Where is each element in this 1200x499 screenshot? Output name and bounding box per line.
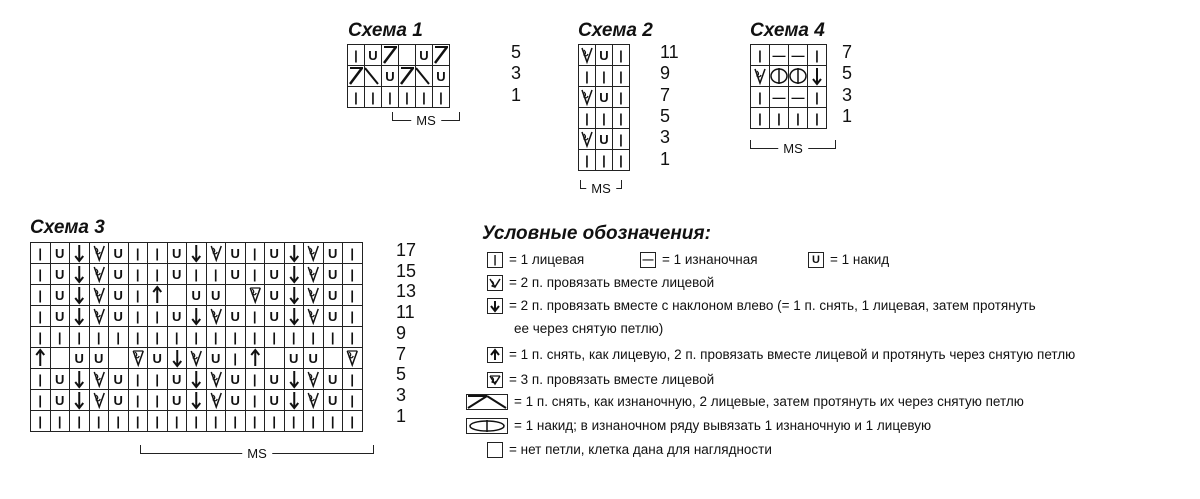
s3-chart-row bbox=[31, 306, 363, 327]
purl-symbol-icon: — bbox=[640, 252, 656, 268]
scheme-4-grid bbox=[750, 44, 827, 129]
knit-cell: | bbox=[128, 285, 148, 306]
decrease-left-cell bbox=[284, 306, 304, 327]
knit-cell: | bbox=[109, 327, 129, 348]
yarn-over-cell: U bbox=[323, 243, 343, 264]
k2tog-cell bbox=[206, 390, 226, 411]
knit-cell: | bbox=[579, 150, 596, 171]
knit-cell: | bbox=[343, 285, 363, 306]
cross-cell bbox=[399, 66, 416, 87]
knit-cell: | bbox=[187, 327, 207, 348]
legend-s1k2p bbox=[487, 347, 1075, 363]
knit-cell: | bbox=[148, 264, 168, 285]
knit-cell: | bbox=[596, 108, 613, 129]
s3-row-number: 15 bbox=[396, 260, 417, 281]
knit-cell: | bbox=[382, 87, 399, 108]
knit-cell: | bbox=[226, 327, 246, 348]
knit-cell: | bbox=[148, 369, 168, 390]
knit-cell: | bbox=[348, 87, 365, 108]
knit-cell: | bbox=[31, 411, 51, 432]
knit-cell: | bbox=[226, 411, 246, 432]
knit-cell: | bbox=[70, 327, 90, 348]
knit-cell: | bbox=[31, 264, 51, 285]
yarn-over-symbol-icon: U bbox=[808, 252, 824, 268]
k2tog-symbol-icon bbox=[487, 275, 503, 291]
k2tog-cell bbox=[579, 129, 596, 150]
yarn-over-cell: U bbox=[167, 264, 187, 285]
knit-cell: | bbox=[31, 285, 51, 306]
knit-cell: | bbox=[343, 411, 363, 432]
knit-cell: | bbox=[50, 327, 70, 348]
s3-row-number: 7 bbox=[396, 343, 407, 364]
yarn-over-cell: U bbox=[109, 285, 129, 306]
knit-cell: | bbox=[187, 411, 207, 432]
knit-cell: | bbox=[284, 411, 304, 432]
knit-cell: | bbox=[245, 390, 265, 411]
knit-cell: | bbox=[31, 390, 51, 411]
cross-cell bbox=[348, 66, 365, 87]
knit-cell: | bbox=[343, 327, 363, 348]
decrease-left-cell bbox=[284, 285, 304, 306]
yarn-over-cell: U bbox=[109, 264, 129, 285]
k3tog-cell bbox=[245, 285, 265, 306]
yarn-over-cell: U bbox=[382, 66, 399, 87]
k2tog-cell bbox=[304, 243, 324, 264]
scheme-1-repeat-bracket bbox=[392, 112, 460, 128]
knit-cell: | bbox=[187, 264, 207, 285]
cross-cell bbox=[365, 66, 382, 87]
k2tog-cell bbox=[579, 45, 596, 66]
yarn-over-cell: U bbox=[167, 390, 187, 411]
scheme-1-title: Схема 1 bbox=[348, 20, 423, 41]
s4-chart-row bbox=[751, 66, 827, 87]
s1-chart-row bbox=[348, 45, 450, 66]
decrease-left-cell bbox=[70, 285, 90, 306]
knit-cell: | bbox=[128, 327, 148, 348]
yarn-over-cell: U bbox=[226, 306, 246, 327]
knit-cell: | bbox=[128, 243, 148, 264]
knit-cell: | bbox=[399, 87, 416, 108]
k2tog-cell bbox=[304, 264, 324, 285]
yarn-over-cell: U bbox=[596, 87, 613, 108]
s3-row-number: 13 bbox=[396, 281, 417, 302]
decrease-left-cell bbox=[187, 243, 207, 264]
legend-cross-text: = 1 п. снять, как изнаночную, 2 лицевые, затем протянуть их через снятую петлю bbox=[514, 394, 1024, 410]
s1-chart-row bbox=[348, 87, 450, 108]
s3-row-number: 17 bbox=[396, 240, 417, 260]
k2tog-cell bbox=[579, 87, 596, 108]
s3-chart-row bbox=[31, 285, 363, 306]
legend-nostitch bbox=[487, 442, 772, 458]
knit-cell: | bbox=[613, 150, 630, 171]
yarn-over-cell: U bbox=[109, 369, 129, 390]
yarn-over-cell: U bbox=[433, 66, 450, 87]
knit-cell: | bbox=[596, 66, 613, 87]
yarn-over-cell: U bbox=[416, 45, 433, 66]
k2tog-cell bbox=[304, 390, 324, 411]
yarn-over-cell: U bbox=[323, 390, 343, 411]
scheme-1-repeat-label: MS bbox=[411, 113, 441, 128]
knit-cell: | bbox=[245, 243, 265, 264]
knit-cell: | bbox=[128, 411, 148, 432]
knit-cell: | bbox=[751, 45, 770, 66]
yarn-over-cell: U bbox=[148, 348, 168, 369]
yarn-over-cell: U bbox=[284, 348, 304, 369]
decrease-left-cell bbox=[808, 66, 827, 87]
legend-ssk-cont: ее через снятую петлю) bbox=[514, 321, 664, 336]
s4-row-number: 1 bbox=[842, 105, 853, 126]
empty-cell bbox=[226, 285, 246, 306]
k2tog-cell bbox=[89, 285, 109, 306]
yarn-over-cell: U bbox=[226, 264, 246, 285]
yarn-over-cell: U bbox=[226, 390, 246, 411]
s4-chart-row bbox=[751, 108, 827, 129]
s2-chart-row bbox=[579, 129, 630, 150]
decrease-left-cell bbox=[70, 264, 90, 285]
knit-cell: | bbox=[433, 87, 450, 108]
knit-cell: | bbox=[148, 243, 168, 264]
k2tog-cell bbox=[89, 243, 109, 264]
s2-chart-row bbox=[579, 87, 630, 108]
cross-symbol-icon bbox=[466, 394, 508, 410]
legend-k2tog-text: = 2 п. провязать вместе лицевой bbox=[509, 275, 715, 291]
knit-cell: | bbox=[245, 411, 265, 432]
knit-cell: | bbox=[323, 327, 343, 348]
knit-cell: | bbox=[343, 390, 363, 411]
empty-cell bbox=[265, 348, 285, 369]
yarn-over-cell: U bbox=[167, 306, 187, 327]
yarn-over-cell: U bbox=[109, 306, 129, 327]
k3tog-cell bbox=[343, 348, 363, 369]
knit-cell: | bbox=[808, 87, 827, 108]
yarn-over-cell: U bbox=[50, 243, 70, 264]
knit-cell: | bbox=[808, 45, 827, 66]
scheme-3-title: Схема 3 bbox=[30, 217, 105, 238]
knit-cell: | bbox=[613, 129, 630, 150]
empty-cell bbox=[167, 285, 187, 306]
decrease-left-cell bbox=[284, 369, 304, 390]
knit-cell: | bbox=[304, 411, 324, 432]
s2-chart-row bbox=[579, 150, 630, 171]
s3-chart-row bbox=[31, 243, 363, 264]
scheme-2-title: Схема 2 bbox=[578, 20, 653, 41]
central-decrease-cell bbox=[245, 348, 265, 369]
knit-cell: | bbox=[89, 411, 109, 432]
knit-cell: | bbox=[284, 327, 304, 348]
decrease-left-cell bbox=[70, 390, 90, 411]
yarn-over-cell: U bbox=[304, 348, 324, 369]
yarn-over-cell: U bbox=[167, 243, 187, 264]
knit-cell: | bbox=[613, 45, 630, 66]
yarn-over-cell: U bbox=[596, 45, 613, 66]
legend-knit-text: = 1 лицевая bbox=[509, 252, 585, 268]
decrease-left-cell bbox=[70, 369, 90, 390]
s1-row-number: 5 bbox=[511, 42, 522, 62]
k2tog-cell bbox=[304, 306, 324, 327]
yarn-over-cell: U bbox=[89, 348, 109, 369]
knit-cell: | bbox=[206, 264, 226, 285]
k2tog-cell bbox=[89, 369, 109, 390]
k2tog-cell bbox=[187, 348, 207, 369]
knit-cell: | bbox=[31, 243, 51, 264]
knit-cell: | bbox=[128, 390, 148, 411]
knit-cell: | bbox=[613, 87, 630, 108]
yarn-over-cell: U bbox=[265, 369, 285, 390]
knit-cell: | bbox=[343, 306, 363, 327]
legend-yo bbox=[808, 252, 889, 268]
s3-row-number: 5 bbox=[396, 364, 407, 385]
yarn-over-cell: U bbox=[265, 390, 285, 411]
knit-cell: | bbox=[128, 264, 148, 285]
empty-cell-icon bbox=[487, 442, 503, 458]
knit-cell: | bbox=[365, 87, 382, 108]
scheme-4-repeat-bracket bbox=[750, 140, 836, 156]
s3-row-number: 3 bbox=[396, 384, 407, 405]
yarn-over-cell: U bbox=[206, 348, 226, 369]
yarn-over-cell: U bbox=[265, 306, 285, 327]
scheme-4-title: Схема 4 bbox=[750, 20, 825, 41]
knit-cell: | bbox=[70, 411, 90, 432]
central-decrease-cell bbox=[148, 285, 168, 306]
knit-cell: | bbox=[579, 108, 596, 129]
knit-cell: | bbox=[808, 108, 827, 129]
knit-cell: | bbox=[751, 108, 770, 129]
legend-title: Условные обозначения: bbox=[482, 223, 711, 244]
k2tog-cell bbox=[304, 369, 324, 390]
legend-cross bbox=[466, 394, 1024, 410]
legend-s1k2p-text: = 1 п. снять, как лицевую, 2 п. провязать вместе лицевой и протянуть через снятую петлю bbox=[509, 347, 1076, 363]
knit-cell: | bbox=[613, 66, 630, 87]
yarn-over-cell: U bbox=[50, 306, 70, 327]
knit-cell: | bbox=[265, 327, 285, 348]
empty-cell bbox=[323, 348, 343, 369]
s2-row-number: 3 bbox=[660, 127, 671, 148]
decrease-left-cell bbox=[284, 243, 304, 264]
scheme-2-repeat-label: MS bbox=[586, 181, 616, 196]
k2tog-cell bbox=[206, 369, 226, 390]
yarn-over-cell: U bbox=[265, 264, 285, 285]
s4-row-number: 7 bbox=[842, 42, 853, 62]
yarn-over-cell: U bbox=[596, 129, 613, 150]
s2-chart-row bbox=[579, 108, 630, 129]
k3tog-symbol-icon bbox=[487, 372, 503, 388]
s4-row-number: 5 bbox=[842, 63, 853, 84]
knit-cell: | bbox=[226, 348, 246, 369]
s2-row-number: 5 bbox=[660, 105, 671, 126]
knit-cell: | bbox=[206, 411, 226, 432]
knit-cell: | bbox=[31, 369, 51, 390]
knit-cell: | bbox=[348, 45, 365, 66]
legend-knit bbox=[487, 252, 584, 268]
knit-symbol-icon: | bbox=[487, 252, 503, 268]
decrease-left-cell bbox=[187, 306, 207, 327]
s3-chart-row bbox=[31, 411, 363, 432]
empty-cell bbox=[109, 348, 129, 369]
decrease-left-cell bbox=[70, 243, 90, 264]
yarn-over-cell: U bbox=[226, 243, 246, 264]
yarn-over-cell: U bbox=[50, 369, 70, 390]
scheme-3-repeat-label: MS bbox=[242, 446, 272, 461]
k2tog-cell bbox=[751, 66, 770, 87]
yarn-over-cell: U bbox=[323, 264, 343, 285]
k2tog-cell bbox=[89, 390, 109, 411]
legend-yo-pk-text: = 1 накид; в изнаночном ряду вывязать 1 изнаночную и 1 лицевую bbox=[514, 418, 932, 434]
cross-cell bbox=[433, 45, 450, 66]
decrease-left-cell bbox=[284, 264, 304, 285]
knit-cell: | bbox=[245, 306, 265, 327]
s2-chart-row bbox=[579, 45, 630, 66]
knit-cell: | bbox=[343, 243, 363, 264]
yarn-over-cell: U bbox=[109, 243, 129, 264]
s3-chart-row bbox=[31, 264, 363, 285]
s2-chart-row bbox=[579, 66, 630, 87]
oval-yarn-over-symbol-icon bbox=[466, 418, 508, 434]
k3tog-cell bbox=[128, 348, 148, 369]
empty-cell bbox=[50, 348, 70, 369]
legend-nostitch-text: = нет петли, клетка дана для наглядности bbox=[509, 442, 772, 458]
knit-cell: | bbox=[245, 264, 265, 285]
knit-cell: | bbox=[128, 369, 148, 390]
decrease-left-cell bbox=[167, 348, 187, 369]
yarn-over-cell: U bbox=[265, 285, 285, 306]
knit-cell: | bbox=[148, 390, 168, 411]
knit-cell: | bbox=[789, 108, 808, 129]
knit-cell: | bbox=[148, 327, 168, 348]
s4-chart-row bbox=[751, 87, 827, 108]
yarn-over-cell: U bbox=[50, 264, 70, 285]
yo-oval-cell bbox=[770, 66, 789, 87]
decrease-left-cell bbox=[187, 390, 207, 411]
legend-yo-pk bbox=[466, 418, 931, 434]
knit-cell: | bbox=[265, 411, 285, 432]
purl-cell: — bbox=[770, 45, 789, 66]
knit-cell: | bbox=[109, 411, 129, 432]
knit-cell: | bbox=[343, 264, 363, 285]
s1-chart-row bbox=[348, 66, 450, 87]
yarn-over-cell: U bbox=[323, 306, 343, 327]
knit-cell: | bbox=[128, 306, 148, 327]
s3-row-number: 9 bbox=[396, 322, 407, 343]
cross-cell bbox=[416, 66, 433, 87]
knit-cell: | bbox=[31, 306, 51, 327]
yarn-over-cell: U bbox=[323, 285, 343, 306]
scheme-2-grid bbox=[578, 44, 630, 171]
s4-chart-row bbox=[751, 45, 827, 66]
yo-oval-cell bbox=[789, 66, 808, 87]
yarn-over-cell: U bbox=[70, 348, 90, 369]
s1-row-number: 3 bbox=[511, 63, 522, 84]
k2tog-cell bbox=[89, 264, 109, 285]
s2-row-number: 7 bbox=[660, 84, 671, 105]
yarn-over-cell: U bbox=[167, 369, 187, 390]
knit-cell: | bbox=[89, 327, 109, 348]
legend-ssk-text: = 2 п. провязать вместе с наклоном влево (= 1 п. снять, 1 лицевая, затем протянуть bbox=[509, 298, 1036, 314]
empty-cell bbox=[399, 45, 416, 66]
legend-k3tog bbox=[487, 372, 714, 388]
legend-yo-text: = 1 накид bbox=[830, 252, 890, 268]
scheme-4-repeat-label: MS bbox=[778, 141, 808, 156]
legend-k3tog-text: = 3 п. провязать вместе лицевой bbox=[509, 372, 715, 388]
s3-chart-row bbox=[31, 369, 363, 390]
knit-cell: | bbox=[416, 87, 433, 108]
legend-k2tog bbox=[487, 275, 714, 291]
cross-cell bbox=[382, 45, 399, 66]
yarn-over-cell: U bbox=[109, 390, 129, 411]
yarn-over-cell: U bbox=[50, 285, 70, 306]
knit-cell: | bbox=[579, 66, 596, 87]
knit-cell: | bbox=[50, 411, 70, 432]
s3-row-number: 11 bbox=[396, 302, 415, 323]
s3-chart-row bbox=[31, 327, 363, 348]
s1-row-number: 1 bbox=[511, 84, 522, 105]
knit-cell: | bbox=[596, 150, 613, 171]
knit-cell: | bbox=[613, 108, 630, 129]
decrease-left-cell bbox=[187, 369, 207, 390]
s3-chart-row bbox=[31, 390, 363, 411]
knit-cell: | bbox=[245, 327, 265, 348]
knit-cell: | bbox=[323, 411, 343, 432]
yarn-over-cell: U bbox=[226, 369, 246, 390]
k2tog-cell bbox=[89, 306, 109, 327]
purl-cell: — bbox=[770, 87, 789, 108]
s2-row-number: 11 bbox=[660, 42, 679, 62]
knit-cell: | bbox=[148, 411, 168, 432]
knit-cell: | bbox=[343, 369, 363, 390]
knit-cell: | bbox=[770, 108, 789, 129]
knit-cell: | bbox=[148, 306, 168, 327]
s2-row-number: 1 bbox=[660, 148, 671, 169]
knit-cell: | bbox=[245, 369, 265, 390]
k2tog-cell bbox=[304, 285, 324, 306]
central-decrease-cell bbox=[31, 348, 51, 369]
yarn-over-cell: U bbox=[50, 390, 70, 411]
yarn-over-cell: U bbox=[187, 285, 207, 306]
scheme-3-grid bbox=[30, 242, 363, 432]
legend-purl-text: = 1 изнаночная bbox=[662, 252, 758, 268]
decrease-left-symbol-icon bbox=[487, 298, 503, 314]
s4-row-number: 3 bbox=[842, 84, 853, 105]
k2tog-cell bbox=[206, 306, 226, 327]
s3-chart-row bbox=[31, 348, 363, 369]
yarn-over-cell: U bbox=[365, 45, 382, 66]
scheme-1-grid bbox=[347, 44, 450, 108]
k2tog-cell bbox=[206, 243, 226, 264]
knit-cell: | bbox=[206, 327, 226, 348]
legend-purl bbox=[640, 252, 758, 268]
yarn-over-cell: U bbox=[323, 369, 343, 390]
yarn-over-cell: U bbox=[206, 285, 226, 306]
knit-cell: | bbox=[31, 327, 51, 348]
yarn-over-cell: U bbox=[265, 243, 285, 264]
decrease-left-cell bbox=[284, 390, 304, 411]
knit-cell: | bbox=[167, 327, 187, 348]
s2-row-number: 9 bbox=[660, 63, 671, 84]
knit-cell: | bbox=[751, 87, 770, 108]
legend-ssk bbox=[487, 298, 1036, 314]
s3-row-number: 1 bbox=[396, 405, 407, 426]
knit-cell: | bbox=[167, 411, 187, 432]
scheme-2-repeat-bracket bbox=[580, 180, 622, 196]
central-decrease-symbol-icon bbox=[487, 347, 503, 363]
scheme-3-repeat-bracket bbox=[140, 445, 374, 461]
decrease-left-cell bbox=[70, 306, 90, 327]
purl-cell: — bbox=[789, 87, 808, 108]
knit-cell: | bbox=[304, 327, 324, 348]
purl-cell: — bbox=[789, 45, 808, 66]
